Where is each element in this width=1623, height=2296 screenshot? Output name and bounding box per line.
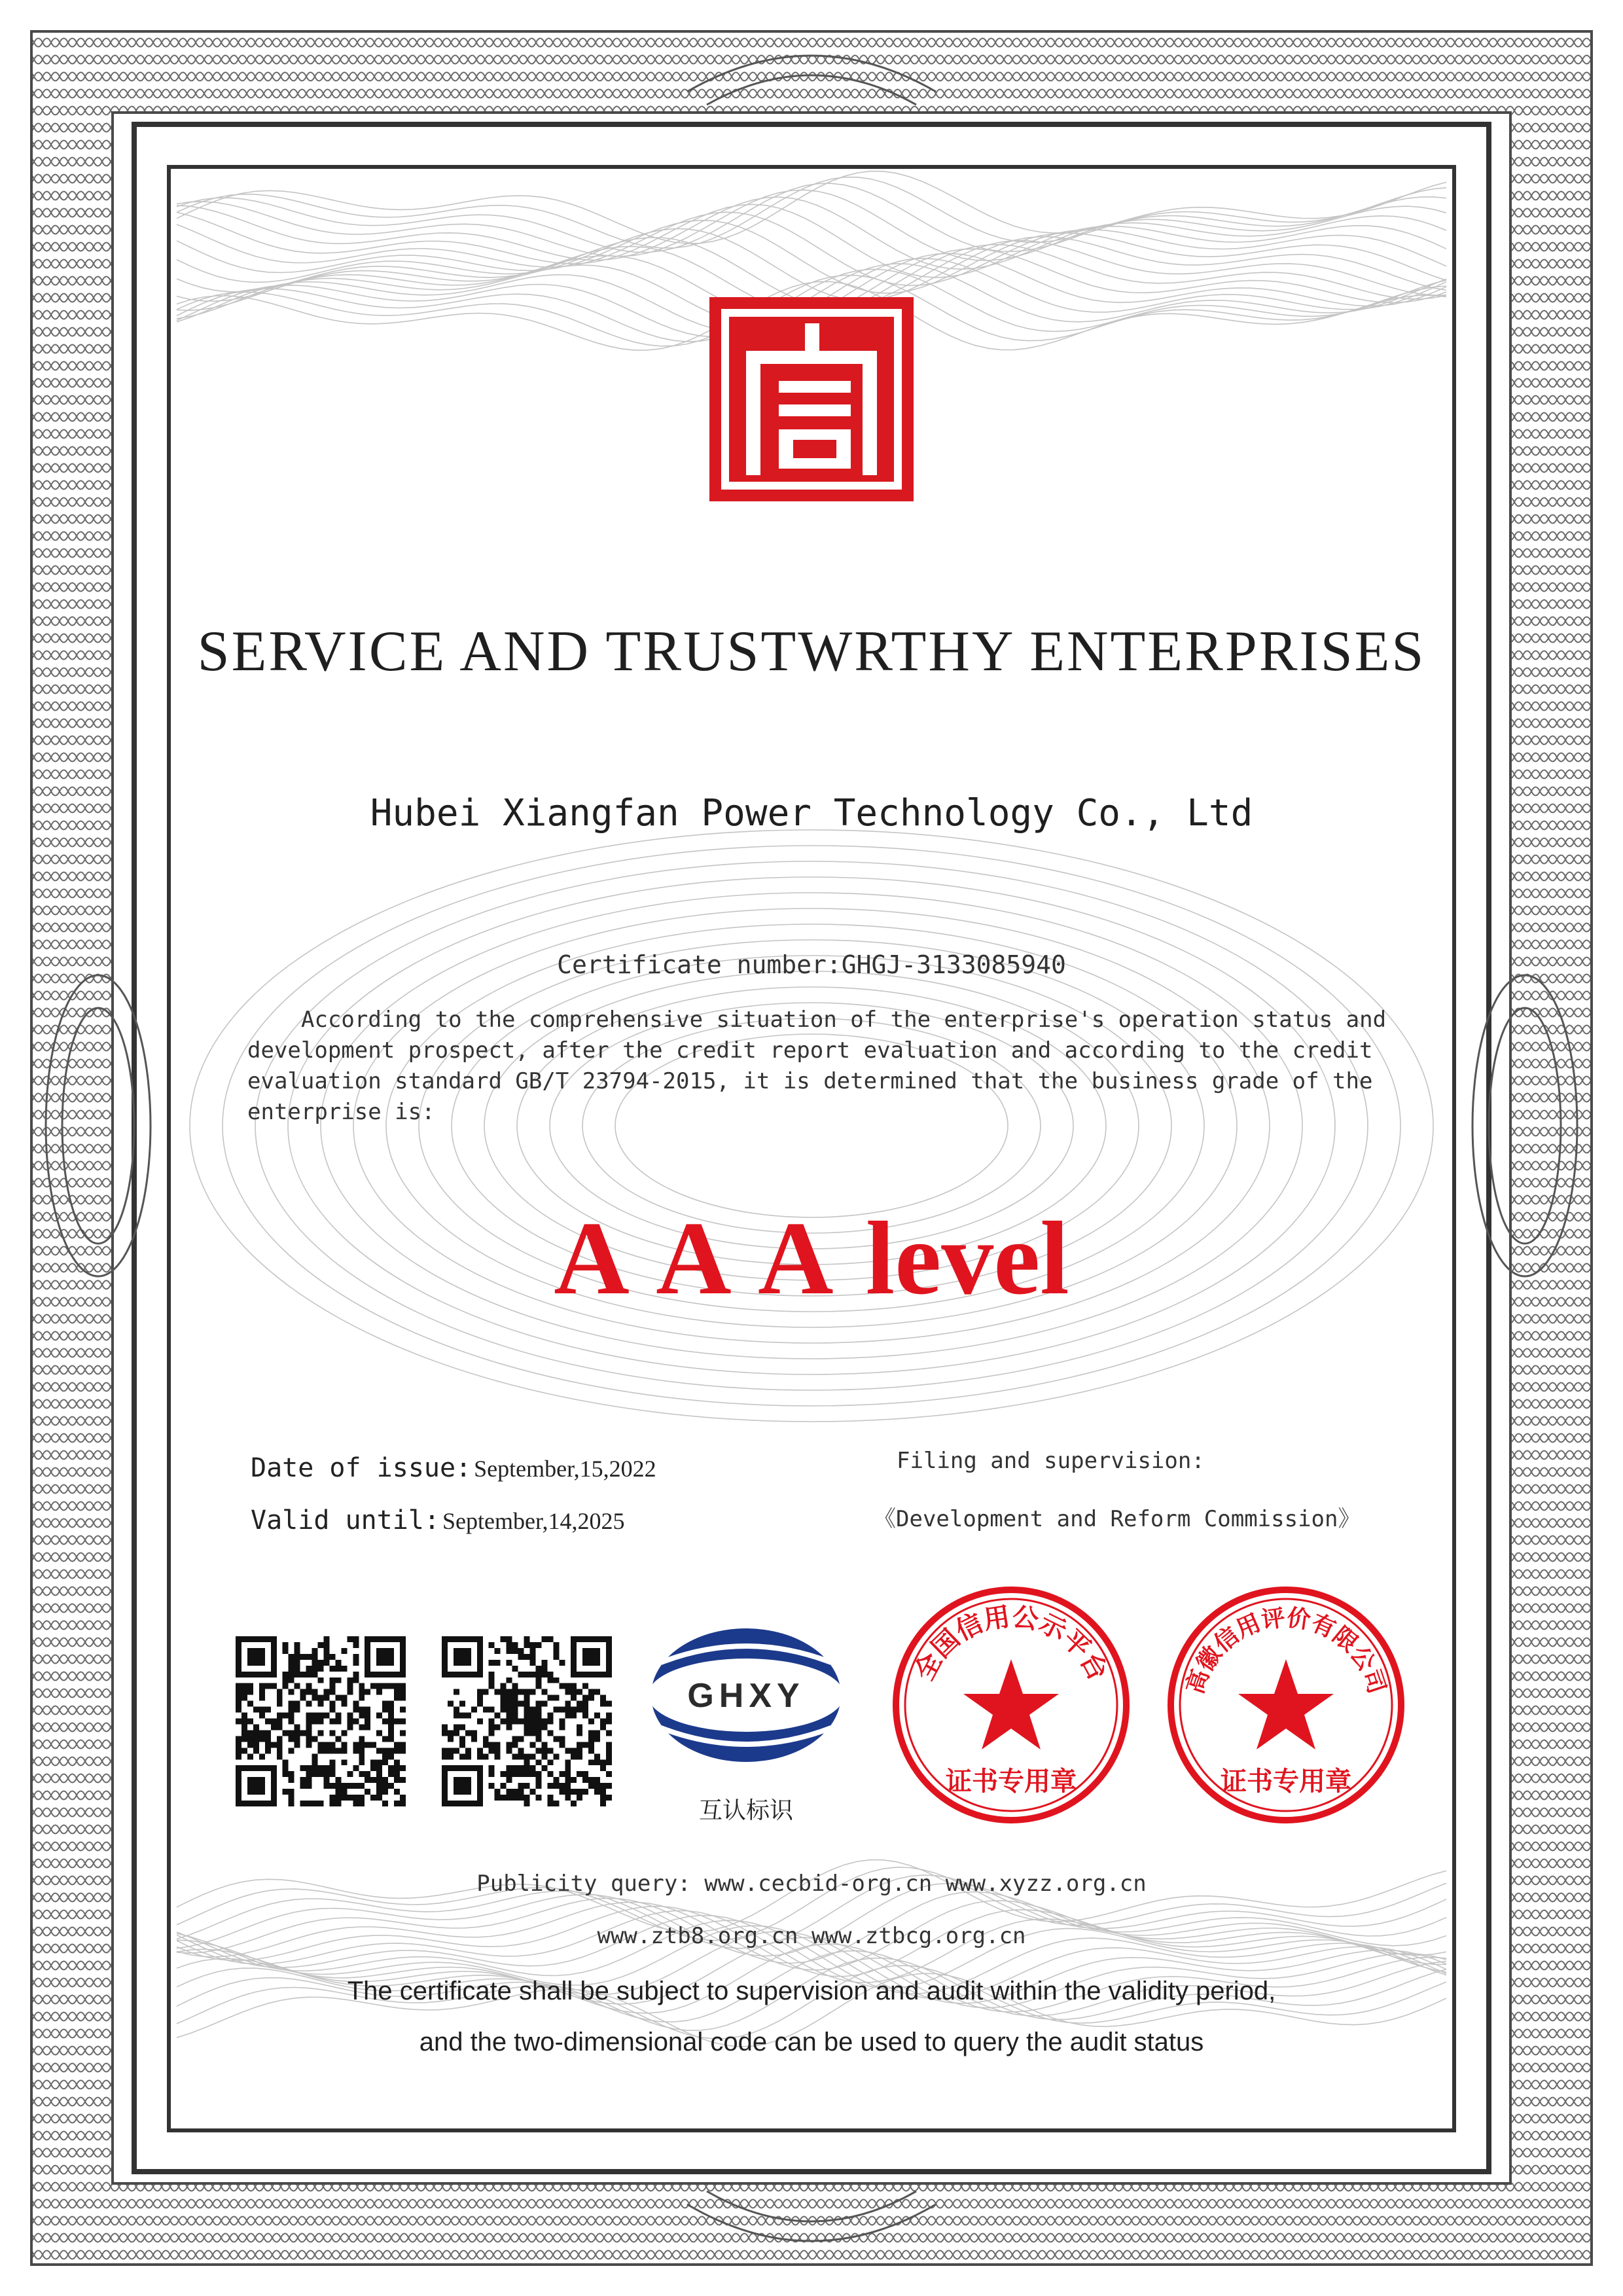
footer-note-line: The certificate shall be subject to supervision and audit within the validity period, bbox=[347, 1977, 1276, 2005]
credit-emblem bbox=[707, 295, 916, 504]
issue-date-label: Date of issue: bbox=[251, 1453, 472, 1483]
official-seal-icon bbox=[1165, 1584, 1407, 1826]
seal-bottom-text: 证书专用章 bbox=[946, 1767, 1077, 1797]
qr-code-icon[interactable] bbox=[236, 1636, 406, 1806]
qr-code-icon[interactable] bbox=[442, 1636, 612, 1806]
official-seal-icon bbox=[890, 1584, 1132, 1826]
ghxy-logo-icon bbox=[648, 1623, 844, 1793]
filing-authority: 《Development and Reform Commission》 bbox=[874, 1506, 1361, 1532]
seal-bottom-text: 证书专用章 bbox=[1221, 1767, 1351, 1797]
issue-date: September,15,2022 bbox=[474, 1456, 656, 1482]
grade-level: A A A level bbox=[554, 1200, 1069, 1316]
filing-label: Filing and supervision: bbox=[897, 1448, 1205, 1474]
evaluation-paragraph-line: enterprise is: bbox=[247, 1099, 435, 1125]
logo-text: GHXY bbox=[687, 1677, 805, 1715]
certificate-number: GHGJ-3133085940 bbox=[841, 950, 1066, 979]
certificate-number-label: Certificate number: bbox=[557, 950, 842, 979]
logo-caption: 互认标识 bbox=[698, 1797, 793, 1824]
publicity-query-line: Publicity query: www.cecbid-org.cn www.xyzz.org.cn bbox=[476, 1871, 1147, 1897]
evaluation-paragraph-line: development prospect, after the credit report evaluation and according to the credit bbox=[247, 1037, 1373, 1064]
company-name: Hubei Xiangfan Power Technology Co., Ltd bbox=[370, 792, 1253, 834]
certificate-title: SERVICE AND TRUSTWRTHY ENTERPRISES bbox=[197, 620, 1426, 683]
evaluation-paragraph-line: evaluation standard GB/T 23794-2015, it is determined that the business grade of the bbox=[247, 1068, 1373, 1094]
certificate-number-line bbox=[118, 950, 1505, 979]
evaluation-paragraph-line: According to the comprehensive situation of the enterprise's operation status and bbox=[301, 1007, 1387, 1033]
valid-until-row bbox=[251, 1505, 625, 1535]
issue-date-row bbox=[251, 1453, 656, 1483]
publicity-websites-line: www.ztb8.org.cn www.ztbcg.org.cn bbox=[597, 1923, 1026, 1949]
valid-until-label: Valid until: bbox=[251, 1505, 440, 1535]
footer-note-line: and the two-dimensional code can be used to query the audit status bbox=[419, 2028, 1204, 2056]
valid-until-date: September,14,2025 bbox=[442, 1508, 625, 1534]
seal-top-text: 全国信用公示平台 bbox=[909, 1602, 1113, 1686]
seal-top-text: 高徽信用评价有限公司 bbox=[1181, 1604, 1391, 1697]
